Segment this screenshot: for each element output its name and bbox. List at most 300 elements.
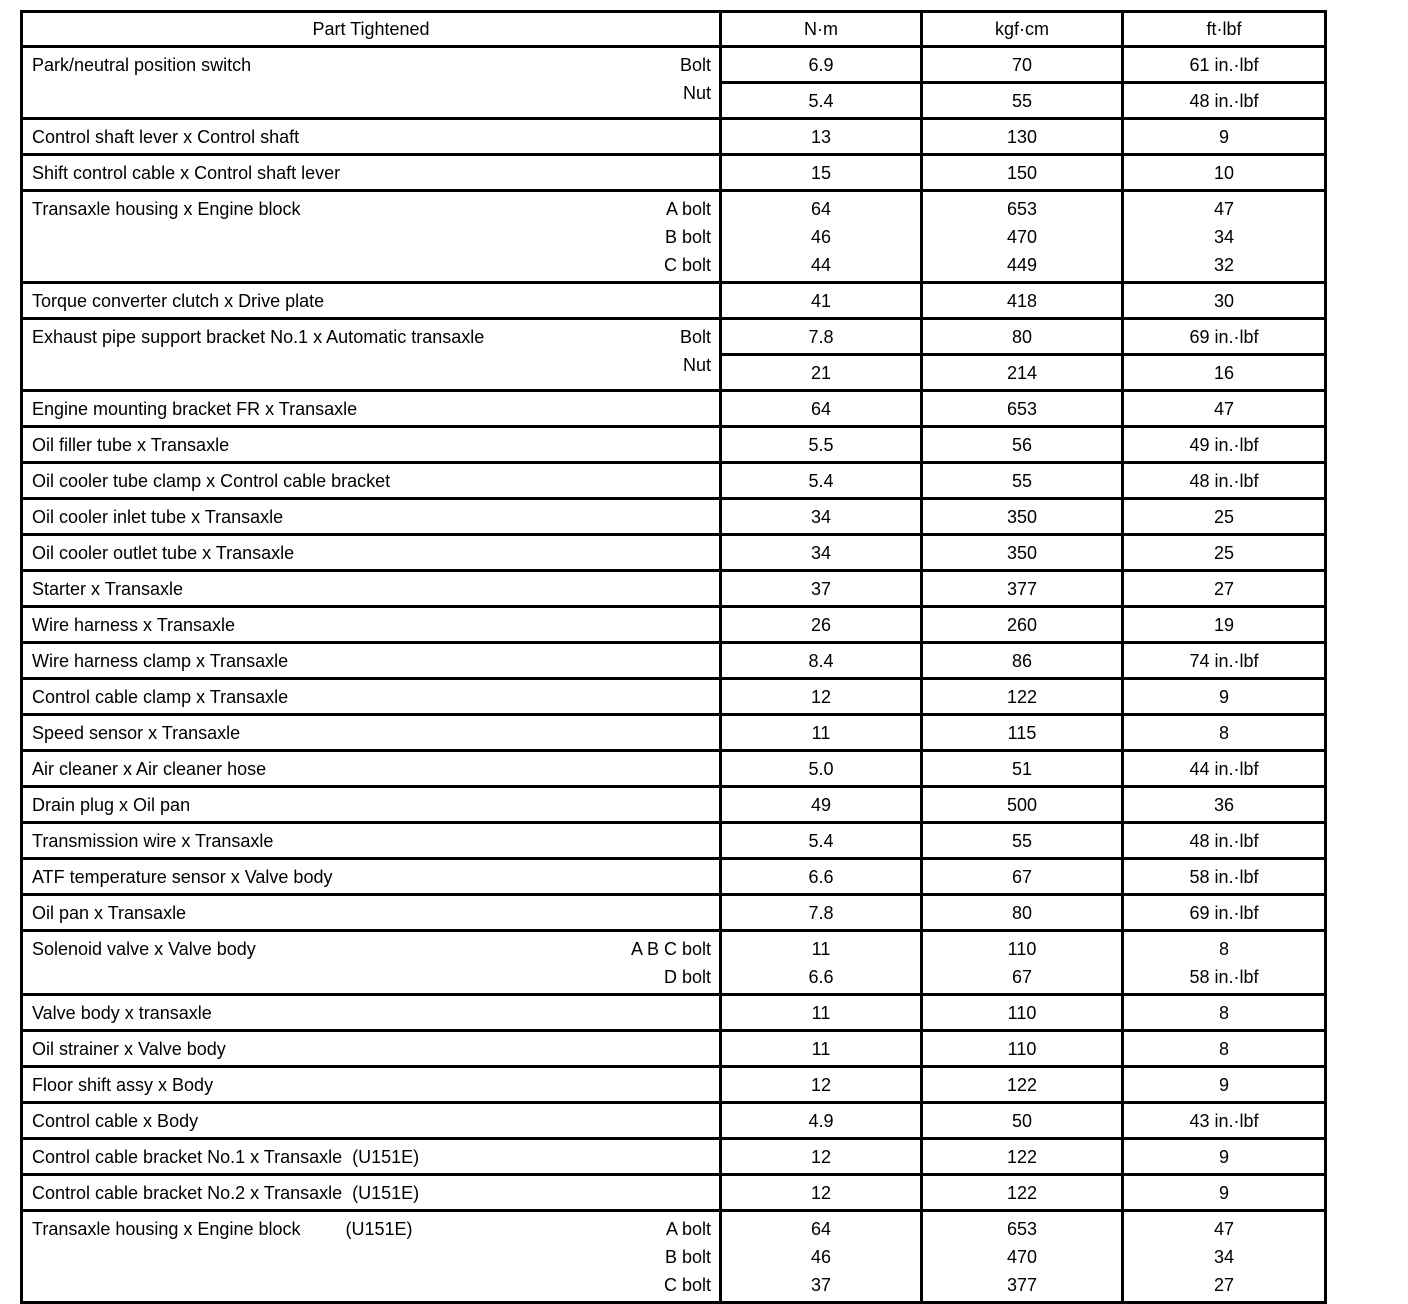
- torque-value: 122: [1006, 687, 1038, 707]
- part-name: Oil cooler outlet tube x Transaxle: [32, 543, 295, 563]
- nm-value-cell: [721, 1175, 922, 1211]
- ft-lbf-value-cell: [1123, 1103, 1326, 1139]
- part-name: Transaxle housing x Engine block (U151E): [32, 1219, 413, 1239]
- torque-value: 64: [810, 399, 832, 419]
- torque-value: 86: [1011, 651, 1033, 671]
- ft-lbf-value-cell: [1123, 1031, 1326, 1067]
- ft-lbf-value-cell: [1123, 679, 1326, 715]
- part-name: Transmission wire x Transaxle: [32, 831, 274, 851]
- fastener-label: A bolt: [665, 199, 711, 219]
- table-row: [22, 1067, 1326, 1103]
- torque-value: 67: [1011, 967, 1033, 987]
- nm-value-cell: [721, 191, 922, 283]
- part-cell: [22, 1175, 721, 1211]
- nm-value-cell: [721, 931, 922, 995]
- table-row: [22, 823, 1326, 859]
- nm-value-cell: [721, 119, 922, 155]
- torque-value: 377: [1006, 1275, 1038, 1295]
- torque-value: 470: [1006, 227, 1038, 247]
- torque-value: 44: [810, 255, 832, 275]
- torque-value: 36: [1213, 795, 1235, 815]
- table-row: [22, 787, 1326, 823]
- kgf-cm-value-cell: [922, 191, 1123, 283]
- nm-value-cell: [721, 679, 922, 715]
- table-row: [22, 463, 1326, 499]
- fastener-label: B bolt: [664, 227, 711, 247]
- torque-value: 37: [810, 579, 832, 599]
- ft-lbf-value-cell: [1123, 895, 1326, 931]
- torque-value: 418: [1006, 291, 1038, 311]
- torque-value: 11: [811, 1003, 831, 1023]
- part-name: Shift control cable x Control shaft lever: [32, 163, 341, 183]
- torque-value: 21: [722, 353, 920, 389]
- torque-value: 9: [1218, 687, 1229, 707]
- part-cell: [22, 155, 721, 191]
- part-cell: [22, 391, 721, 427]
- torque-value: 5.4: [808, 831, 834, 851]
- torque-value: 44 in.·lbf: [1189, 759, 1259, 779]
- ft-lbf-value-cell: [1123, 859, 1326, 895]
- part-name: Valve body x transaxle: [32, 1003, 212, 1023]
- part-name: Wire harness clamp x Transaxle: [32, 651, 289, 671]
- part-name: Control cable bracket No.2 x Transaxle (U151E): [32, 1183, 420, 1203]
- kgf-cm-value-cell: [922, 47, 1123, 119]
- header-ft-lbf: ft·lbf: [1123, 12, 1326, 47]
- kgf-cm-value-cell: [922, 1103, 1123, 1139]
- torque-value: 15: [810, 163, 832, 183]
- kgf-cm-value-cell: [922, 571, 1123, 607]
- torque-value: 58 in.·lbf: [1189, 867, 1259, 887]
- torque-value: 19: [1213, 615, 1235, 635]
- torque-value: 5.4: [808, 471, 834, 491]
- kgf-cm-value-cell: [922, 1139, 1123, 1175]
- torque-value: 10: [1213, 163, 1235, 183]
- part-cell: [22, 1031, 721, 1067]
- torque-specification-table: [20, 10, 1327, 1304]
- torque-value: 34: [1213, 1247, 1235, 1267]
- torque-value: 8.4: [808, 651, 834, 671]
- torque-value: 26: [810, 615, 832, 635]
- nm-value-cell: [721, 823, 922, 859]
- torque-value: 64: [810, 1219, 832, 1239]
- part-cell: [22, 119, 721, 155]
- torque-value: 47: [1213, 399, 1235, 419]
- part-name: Exhaust pipe support bracket No.1 x Automatic transaxle: [32, 327, 485, 347]
- torque-value: 5.0: [808, 759, 834, 779]
- fastener-label: Nut: [682, 83, 711, 103]
- table-row: [22, 1139, 1326, 1175]
- kgf-cm-value-cell: [922, 643, 1123, 679]
- nm-value-cell: [721, 1211, 922, 1303]
- part-cell: [22, 463, 721, 499]
- header-part-tightened: Part Tightened: [22, 12, 721, 47]
- torque-value: 55: [1011, 471, 1033, 491]
- nm-value-cell: [721, 47, 922, 119]
- table-row: [22, 571, 1326, 607]
- torque-value: 350: [1006, 543, 1038, 563]
- nm-value-cell: [721, 391, 922, 427]
- part-name: Control cable x Body: [32, 1111, 199, 1131]
- torque-value: 74 in.·lbf: [1189, 651, 1259, 671]
- torque-value: 4.9: [808, 1111, 834, 1131]
- ft-lbf-value-cell: [1123, 155, 1326, 191]
- ft-lbf-value-cell: [1123, 643, 1326, 679]
- torque-value: 350: [1006, 507, 1038, 527]
- table-row: [22, 1211, 1326, 1303]
- table-row: [22, 1103, 1326, 1139]
- torque-value: 7.8: [808, 903, 834, 923]
- torque-value: 11: [811, 1039, 831, 1059]
- kgf-cm-value-cell: [922, 319, 1123, 391]
- fastener-label: D bolt: [663, 967, 711, 987]
- torque-value: 110: [1007, 1003, 1037, 1023]
- torque-value: 46: [810, 227, 832, 247]
- torque-value: 12: [810, 1183, 832, 1203]
- fastener-label: B bolt: [664, 1247, 711, 1267]
- kgf-cm-value-cell: [922, 607, 1123, 643]
- torque-value: 122: [1006, 1147, 1038, 1167]
- part-name: Air cleaner x Air cleaner hose: [32, 759, 267, 779]
- torque-value: 11: [811, 723, 831, 743]
- ft-lbf-value-cell: [1123, 283, 1326, 319]
- torque-value: 9: [1218, 127, 1229, 147]
- torque-value: 49 in.·lbf: [1189, 435, 1259, 455]
- table-row: [22, 283, 1326, 319]
- torque-value: 48 in.·lbf: [1124, 81, 1324, 117]
- part-cell: [22, 47, 721, 119]
- torque-value: 48 in.·lbf: [1189, 471, 1259, 491]
- ft-lbf-value-cell: [1123, 995, 1326, 1031]
- fastener-label: Bolt: [679, 55, 711, 75]
- torque-value: 122: [1006, 1183, 1038, 1203]
- torque-value: 470: [1006, 1247, 1038, 1267]
- torque-value: 27: [1213, 579, 1235, 599]
- torque-value: 61 in.·lbf: [1189, 55, 1259, 75]
- part-name: Solenoid valve x Valve body: [32, 939, 256, 959]
- torque-value: 51: [1011, 759, 1033, 779]
- part-cell: [22, 571, 721, 607]
- part-cell: [22, 751, 721, 787]
- ft-lbf-value-cell: [1123, 119, 1326, 155]
- part-name: Engine mounting bracket FR x Transaxle: [32, 399, 358, 419]
- table-body: [22, 47, 1326, 1303]
- part-cell: [22, 1067, 721, 1103]
- table-row: [22, 47, 1326, 119]
- table-row: [22, 1175, 1326, 1211]
- part-cell: [22, 643, 721, 679]
- kgf-cm-value-cell: [922, 1067, 1123, 1103]
- table-row: [22, 155, 1326, 191]
- torque-value: 6.6: [808, 967, 834, 987]
- torque-value: 9: [1218, 1183, 1229, 1203]
- torque-value: 69 in.·lbf: [1189, 903, 1259, 923]
- table-row: [22, 391, 1326, 427]
- torque-value: 56: [1011, 435, 1033, 455]
- ft-lbf-value-cell: [1123, 607, 1326, 643]
- part-name: Park/neutral position switch: [32, 55, 252, 75]
- table-row: [22, 751, 1326, 787]
- part-cell: [22, 787, 721, 823]
- table-row: [22, 643, 1326, 679]
- ft-lbf-value-cell: [1123, 319, 1326, 391]
- table-row: [22, 715, 1326, 751]
- torque-value: 48 in.·lbf: [1189, 831, 1259, 851]
- ft-lbf-value-cell: [1123, 715, 1326, 751]
- nm-value-cell: [721, 155, 922, 191]
- ft-lbf-value-cell: [1123, 499, 1326, 535]
- kgf-cm-value-cell: [922, 391, 1123, 427]
- fastener-variants: [631, 935, 711, 991]
- torque-value: 25: [1213, 507, 1235, 527]
- torque-value: 47: [1213, 199, 1235, 219]
- fastener-variants: [664, 1215, 711, 1299]
- torque-value: 110: [1007, 939, 1037, 959]
- nm-value-cell: [721, 571, 922, 607]
- nm-value-cell: [721, 499, 922, 535]
- part-name: Oil strainer x Valve body: [32, 1039, 226, 1059]
- torque-value: 8: [1218, 1003, 1229, 1023]
- nm-value-cell: [721, 607, 922, 643]
- part-name: Starter x Transaxle: [32, 579, 184, 599]
- fastener-variants: [680, 323, 711, 379]
- fastener-variants: [680, 51, 711, 107]
- part-cell: [22, 1103, 721, 1139]
- torque-value: 260: [1006, 615, 1038, 635]
- torque-value: 130: [1006, 127, 1038, 147]
- torque-value: 8: [1218, 939, 1229, 959]
- nm-value-cell: [721, 895, 922, 931]
- nm-value-cell: [721, 995, 922, 1031]
- part-cell: [22, 823, 721, 859]
- torque-value: 49: [810, 795, 832, 815]
- torque-value: 34: [810, 543, 832, 563]
- part-cell: [22, 679, 721, 715]
- torque-value: 9: [1218, 1075, 1229, 1095]
- table-row: [22, 191, 1326, 283]
- torque-value: 34: [810, 507, 832, 527]
- fastener-label: C bolt: [663, 255, 711, 275]
- ft-lbf-value-cell: [1123, 427, 1326, 463]
- kgf-cm-value-cell: [922, 283, 1123, 319]
- kgf-cm-value-cell: [922, 679, 1123, 715]
- table-row: [22, 427, 1326, 463]
- nm-value-cell: [721, 787, 922, 823]
- torque-value: 6.9: [808, 55, 834, 75]
- nm-value-cell: [721, 643, 922, 679]
- nm-value-cell: [721, 1067, 922, 1103]
- torque-value: 110: [1007, 1039, 1037, 1059]
- torque-value: 115: [1007, 723, 1037, 743]
- torque-value: 55: [1011, 831, 1033, 851]
- table-row: [22, 499, 1326, 535]
- ft-lbf-value-cell: [1123, 191, 1326, 283]
- table-row: [22, 607, 1326, 643]
- part-cell: [22, 859, 721, 895]
- part-name: Control cable bracket No.1 x Transaxle (U151E): [32, 1147, 420, 1167]
- torque-value: 55: [923, 81, 1121, 117]
- nm-value-cell: [721, 715, 922, 751]
- kgf-cm-value-cell: [922, 895, 1123, 931]
- part-name: Oil cooler tube clamp x Control cable bracket: [32, 471, 391, 491]
- fastener-label: A B C bolt: [630, 939, 711, 959]
- torque-value: 12: [810, 1075, 832, 1095]
- torque-value: 214: [923, 353, 1121, 389]
- kgf-cm-value-cell: [922, 931, 1123, 995]
- torque-value: 13: [810, 127, 832, 147]
- kgf-cm-value-cell: [922, 1211, 1123, 1303]
- ft-lbf-value-cell: [1123, 751, 1326, 787]
- part-cell: [22, 427, 721, 463]
- part-cell: [22, 499, 721, 535]
- part-cell: [22, 191, 721, 283]
- part-name: Control cable clamp x Transaxle: [32, 687, 289, 707]
- torque-value: 449: [1006, 255, 1038, 275]
- kgf-cm-value-cell: [922, 859, 1123, 895]
- fastener-label: Nut: [682, 355, 711, 375]
- nm-value-cell: [721, 463, 922, 499]
- part-cell: [22, 1211, 721, 1303]
- torque-value: 653: [1006, 199, 1038, 219]
- header-row: [22, 12, 1326, 47]
- torque-value: 122: [1006, 1075, 1038, 1095]
- header-nm: N·m: [721, 12, 922, 47]
- ft-lbf-value-cell: [1123, 463, 1326, 499]
- torque-value: 8: [1218, 723, 1229, 743]
- part-name: Oil filler tube x Transaxle: [32, 435, 230, 455]
- kgf-cm-value-cell: [922, 463, 1123, 499]
- table-row: [22, 119, 1326, 155]
- kgf-cm-value-cell: [922, 823, 1123, 859]
- torque-value: 80: [1011, 327, 1033, 347]
- torque-value: 34: [1213, 227, 1235, 247]
- part-cell: [22, 607, 721, 643]
- torque-value: 12: [810, 1147, 832, 1167]
- table-row: [22, 679, 1326, 715]
- part-cell: [22, 319, 721, 391]
- torque-value: 64: [810, 199, 832, 219]
- ft-lbf-value-cell: [1123, 571, 1326, 607]
- part-name: Speed sensor x Transaxle: [32, 723, 241, 743]
- kgf-cm-value-cell: [922, 787, 1123, 823]
- nm-value-cell: [721, 1031, 922, 1067]
- torque-value: 377: [1006, 579, 1038, 599]
- nm-value-cell: [721, 427, 922, 463]
- part-cell: [22, 1139, 721, 1175]
- ft-lbf-value-cell: [1123, 47, 1326, 119]
- ft-lbf-value-cell: [1123, 1211, 1326, 1303]
- torque-value: 653: [1006, 1219, 1038, 1239]
- fastener-variants: [664, 195, 711, 279]
- kgf-cm-value-cell: [922, 1175, 1123, 1211]
- table-row: [22, 995, 1326, 1031]
- part-cell: [22, 931, 721, 995]
- part-cell: [22, 995, 721, 1031]
- torque-value: 70: [1011, 55, 1033, 75]
- table-row: [22, 319, 1326, 391]
- ft-lbf-value-cell: [1123, 823, 1326, 859]
- kgf-cm-value-cell: [922, 119, 1123, 155]
- torque-value: 7.8: [808, 327, 834, 347]
- part-cell: [22, 535, 721, 571]
- torque-value: 37: [810, 1275, 832, 1295]
- torque-value: 41: [810, 291, 832, 311]
- part-name: Floor shift assy x Body: [32, 1075, 214, 1095]
- ft-lbf-value-cell: [1123, 535, 1326, 571]
- kgf-cm-value-cell: [922, 499, 1123, 535]
- torque-value: 67: [1011, 867, 1033, 887]
- nm-value-cell: [721, 283, 922, 319]
- kgf-cm-value-cell: [922, 155, 1123, 191]
- part-cell: [22, 283, 721, 319]
- ft-lbf-value-cell: [1123, 1067, 1326, 1103]
- torque-value: 500: [1006, 795, 1038, 815]
- kgf-cm-value-cell: [922, 995, 1123, 1031]
- table-row: [22, 535, 1326, 571]
- fastener-label: Bolt: [679, 327, 711, 347]
- part-name: Torque converter clutch x Drive plate: [32, 291, 325, 311]
- torque-value: 12: [810, 687, 832, 707]
- torque-value: 58 in.·lbf: [1189, 967, 1259, 987]
- torque-value: 6.6: [808, 867, 834, 887]
- nm-value-cell: [721, 751, 922, 787]
- torque-value: 80: [1011, 903, 1033, 923]
- part-cell: [22, 895, 721, 931]
- ft-lbf-value-cell: [1123, 787, 1326, 823]
- header-kgf-cm: kgf·cm: [922, 12, 1123, 47]
- part-cell: [22, 715, 721, 751]
- part-name: Oil pan x Transaxle: [32, 903, 187, 923]
- torque-value: 43 in.·lbf: [1189, 1111, 1259, 1131]
- nm-value-cell: [721, 1103, 922, 1139]
- torque-value: 11: [811, 939, 831, 959]
- part-name: Wire harness x Transaxle: [32, 615, 236, 635]
- table-row: [22, 931, 1326, 995]
- part-name: Drain plug x Oil pan: [32, 795, 191, 815]
- torque-value: 27: [1213, 1275, 1235, 1295]
- part-name: Transaxle housing x Engine block: [32, 199, 301, 219]
- ft-lbf-value-cell: [1123, 391, 1326, 427]
- torque-value: 653: [1006, 399, 1038, 419]
- torque-value: 9: [1218, 1147, 1229, 1167]
- torque-value: 69 in.·lbf: [1189, 327, 1259, 347]
- nm-value-cell: [721, 1139, 922, 1175]
- torque-value: 30: [1213, 291, 1235, 311]
- kgf-cm-value-cell: [922, 535, 1123, 571]
- torque-value: 150: [1006, 163, 1038, 183]
- kgf-cm-value-cell: [922, 427, 1123, 463]
- torque-value: 47: [1213, 1219, 1235, 1239]
- nm-value-cell: [721, 319, 922, 391]
- fastener-label: C bolt: [663, 1275, 711, 1295]
- torque-value: 8: [1218, 1039, 1229, 1059]
- torque-value: 5.4: [722, 81, 920, 117]
- ft-lbf-value-cell: [1123, 1139, 1326, 1175]
- table-row: [22, 895, 1326, 931]
- torque-value: 50: [1011, 1111, 1033, 1131]
- nm-value-cell: [721, 535, 922, 571]
- torque-value: 46: [810, 1247, 832, 1267]
- kgf-cm-value-cell: [922, 715, 1123, 751]
- nm-value-cell: [721, 859, 922, 895]
- ft-lbf-value-cell: [1123, 1175, 1326, 1211]
- part-name: Oil cooler inlet tube x Transaxle: [32, 507, 284, 527]
- torque-value: 32: [1213, 255, 1235, 275]
- part-name: Control shaft lever x Control shaft: [32, 127, 300, 147]
- ft-lbf-value-cell: [1123, 931, 1326, 995]
- torque-value: 5.5: [808, 435, 834, 455]
- fastener-label: A bolt: [665, 1219, 711, 1239]
- part-name: ATF temperature sensor x Valve body: [32, 867, 333, 887]
